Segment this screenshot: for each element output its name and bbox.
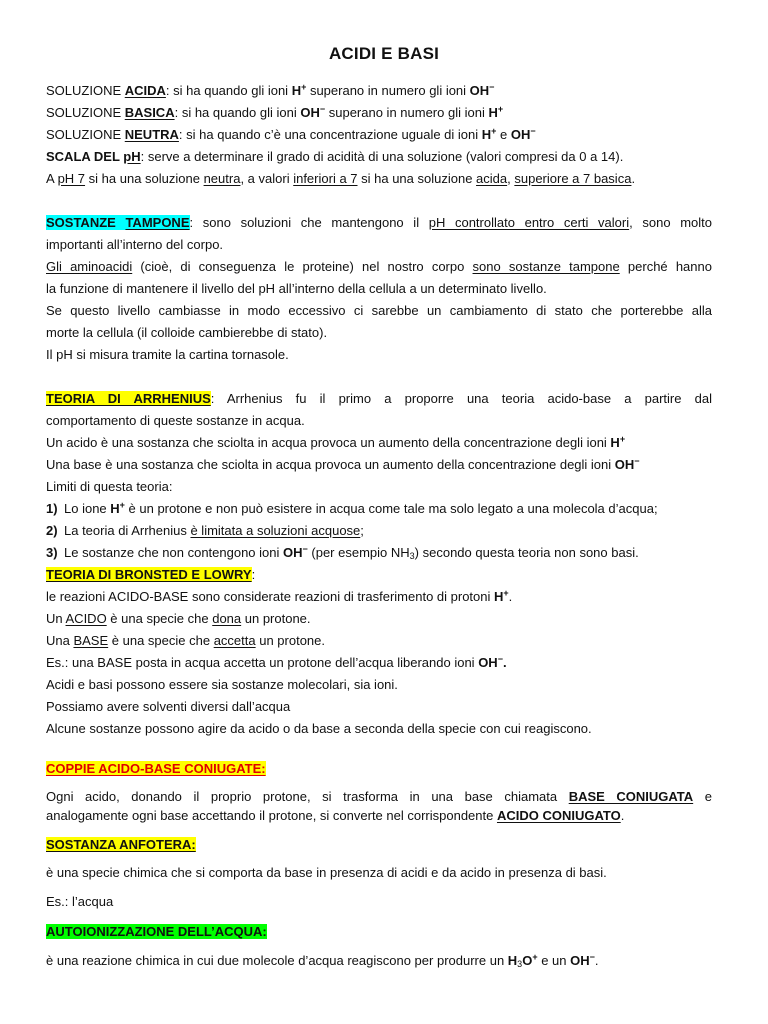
arrhenius-line-2: comportamento di queste sostanze in acqua. — [46, 413, 305, 428]
def-basica: SOLUZIONE BASICA: si ha quando gli ioni OH− superano in numero gli ioni H+ — [46, 104, 504, 120]
tampone-line-1: SOSTANZE TAMPONE: sono soluzioni che mantengono il pH controllato entro certi valori, sono molto — [46, 215, 712, 230]
bronsted-line-5: Acidi e basi possono essere sia sostanze molecolari, sia ioni. — [46, 677, 398, 692]
tampone-heading: SOSTANZE TAMPONE — [46, 215, 190, 230]
autoion-def: è una reazione chimica in cui due molecole d’acqua reagiscono per produrre un $H_3O^+$ e un OH−. — [46, 952, 599, 969]
bronsted-example: Es.: una BASE posta in acqua accetta un protone dell’acqua liberando ioni OH−. — [46, 654, 507, 670]
coppie-heading: COPPIE ACIDO-BASE CONIUGATE: — [46, 761, 266, 776]
tampone-line-7: Il pH si misura tramite la cartina tornasole. — [46, 347, 289, 362]
bronsted-base-def: Una BASE è una specie che accetta un protone. — [46, 633, 325, 648]
coppie-line-2: analogamente ogni base accettando il protone, si converte nel corrispondente ACIDO CONIUGATO. — [46, 808, 625, 823]
arrhenius-heading: TEORIA DI ARRHENIUS — [46, 391, 211, 406]
list-item: 2) La teoria di Arrhenius è limitata a soluzioni acquose; — [46, 523, 364, 538]
arrhenius-limits-label: Limiti di questa teoria: — [46, 479, 173, 494]
anfotera-def: è una specie chimica che si comporta da base in presenza di acidi e da acido in presenza di basi. — [46, 865, 607, 880]
anfotera-heading-line — [46, 836, 712, 853]
ph-ranges: A pH 7 si ha una soluzione neutra, a valori inferiori a 7 si ha una soluzione acida, superiore a 7 basica. — [46, 171, 636, 186]
bronsted-line-7: Alcune sostanze possono agire da acido o da base a seconda della specie con cui reagiscono. — [46, 721, 592, 736]
tampone-line-4: la funzione di mantenere il livello del pH all’interno della cellula a un determinato livello. — [46, 281, 547, 296]
arrhenius-acid-def: Un acido è una sostanza che sciolta in acqua provoca un aumento della concentrazione degli ioni H+ — [46, 434, 626, 450]
coppie-heading-line — [46, 760, 712, 777]
list-item: 1) Lo ione H+ è un protone e non può esistere in acqua come tale ma solo legato a una molecola d’acqua; — [46, 500, 658, 516]
tampone-line-6: morte la cellula (il colloide cambierebbe di stato). — [46, 325, 328, 340]
arrhenius-line-1: TEORIA DI ARRHENIUS: Arrhenius fu il primo a proporre una teoria acido-base a partire dal — [46, 391, 712, 406]
tampone-line-3: Gli aminoacidi (cioè, di conseguenza le proteine) nel nostro corpo sono sostanze tampone perché hanno — [46, 259, 712, 274]
tampone-line-2: importanti all’interno del corpo. — [46, 237, 224, 252]
anfotera-heading: SOSTANZA ANFOTERA: — [46, 837, 196, 852]
bronsted-line-1: le reazioni ACIDO-BASE sono considerate reazioni di trasferimento di protoni H+. — [46, 588, 513, 604]
list-item: 3) Le sostanze che non contengono ioni OH− (per esempio $NH_3$) secondo questa teoria non sono basi. — [46, 544, 639, 561]
def-acida: SOLUZIONE ACIDA: si ha quando gli ioni H+ superano in numero gli ioni OH− — [46, 82, 495, 98]
autoion-heading-line — [46, 923, 712, 940]
def-neutra: SOLUZIONE NEUTRA: si ha quando c’è una concentrazione uguale di ioni H+ e OH− — [46, 126, 536, 142]
anfotera-example: Es.: l’acqua — [46, 894, 114, 909]
bronsted-acid-def: Un ACIDO è una specie che dona un protone. — [46, 611, 311, 626]
bronsted-heading: TEORIA DI BRONSTED E LOWRY — [46, 567, 252, 582]
tampone-line-5: Se questo livello cambiasse in modo eccessivo ci sarebbe un cambiamento di stato che porterebbe alla — [46, 303, 712, 318]
autoion-heading: AUTOIONIZZAZIONE DELL’ACQUA: — [46, 924, 267, 939]
coppie-line-1: Ogni acido, donando il proprio protone, si trasforma in una base chiamata BASE CONIUGATA e — [46, 789, 712, 804]
bronsted-line-6: Possiamo avere solventi diversi dall’acqua — [46, 699, 291, 714]
page-title: ACIDI E BASI — [328, 44, 440, 63]
def-scala-ph: SCALA DEL pH: serve a determinare il grado di acidità di una soluzione (valori compresi da 0 a 14). — [46, 149, 624, 164]
bronsted-heading-line: TEORIA DI BRONSTED E LOWRY: — [46, 567, 256, 582]
arrhenius-base-def: Una base è una sostanza che sciolta in acqua provoca un aumento della concentrazione degli ioni OH− — [46, 456, 640, 472]
